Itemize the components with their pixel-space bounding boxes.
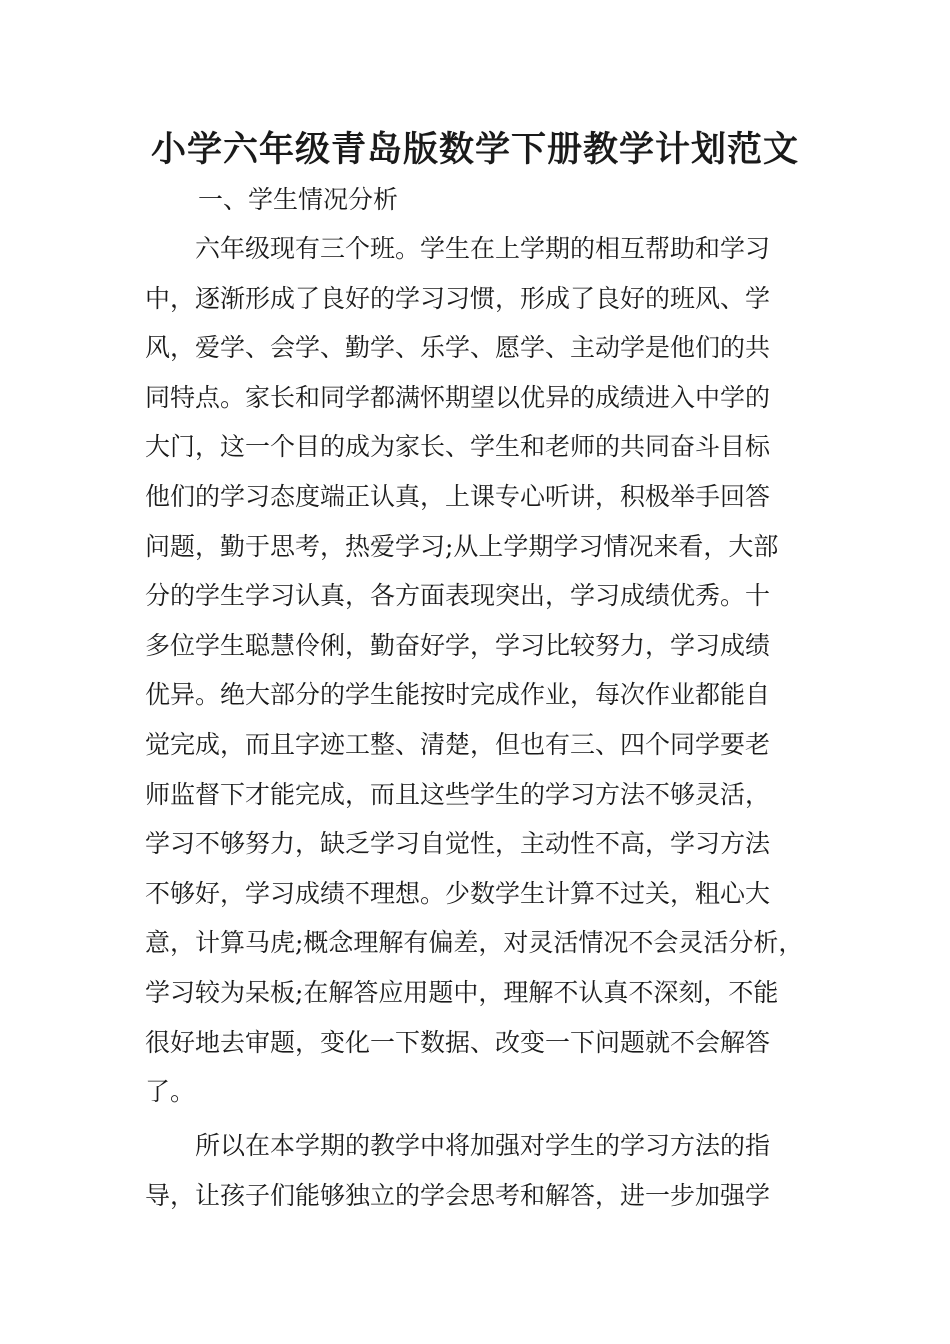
text-line: 分的学生学习认真，各方面表现突出，学习成绩优秀。十: [145, 581, 771, 611]
text-line: 大门，这一个目的成为家长、学生和老师的共同奋斗目标: [145, 432, 771, 462]
text-line: 六年级现有三个班。学生在上学期的相互帮助和学习: [145, 234, 771, 263]
text-line: 多位学生聪慧伶俐，勤奋好学，学习比较努力，学习成绩: [145, 630, 771, 660]
text-line: 师监督下才能完成，而且这些学生的学习方法不够灵活，: [145, 779, 771, 809]
text-line: 导，让孩子们能够独立的学会思考和解答，进一步加强学: [145, 1180, 771, 1210]
text-line: 所以在本学期的教学中将加强对学生的学习方法的指: [145, 1131, 771, 1160]
text-line: 风，爱学、会学、勤学、乐学、愿学、主动学是他们的共: [145, 333, 771, 363]
text-line: 学习不够努力，缺乏学习自觉性，主动性不高，学习方法: [145, 829, 771, 859]
text-line: 很好地去审题，变化一下数据、改变一下问题就不会解答: [145, 1027, 771, 1057]
text-line: 了。: [145, 1077, 196, 1107]
text-line: 意，计算马虎;概念理解有偏差，对灵活情况不会灵活分析，: [145, 928, 804, 958]
text-line: 觉完成，而且字迹工整、清楚，但也有三、四个同学要老: [145, 729, 771, 759]
document-title: 小学六年级青岛版数学下册教学计划范文: [150, 130, 799, 170]
paragraph-teaching-plan: [145, 1121, 825, 1220]
text-line: 学习较为呆板;在解答应用题中，理解不认真不深刻，不能: [145, 977, 779, 1007]
text-line: 中，逐渐形成了良好的学习习惯，形成了良好的班风、学: [145, 283, 771, 313]
text-line: 问题，勤于思考，热爱学习;从上学期学习情况来看，大部: [145, 531, 779, 561]
text-line: 同特点。家长和同学都满怀期望以优异的成绩进入中学的: [145, 382, 771, 412]
text-line: 不够好，学习成绩不理想。少数学生计算不过关，粗心大: [145, 878, 771, 908]
text-line: 他们的学习态度端正认真，上课专心听讲，积极举手回答: [145, 481, 771, 511]
text-line: 优异。绝大部分的学生能按时完成作业，每次作业都能自: [145, 680, 771, 710]
paragraph-student-analysis: [145, 224, 825, 1117]
section-heading: 一、学生情况分析: [198, 185, 399, 214]
